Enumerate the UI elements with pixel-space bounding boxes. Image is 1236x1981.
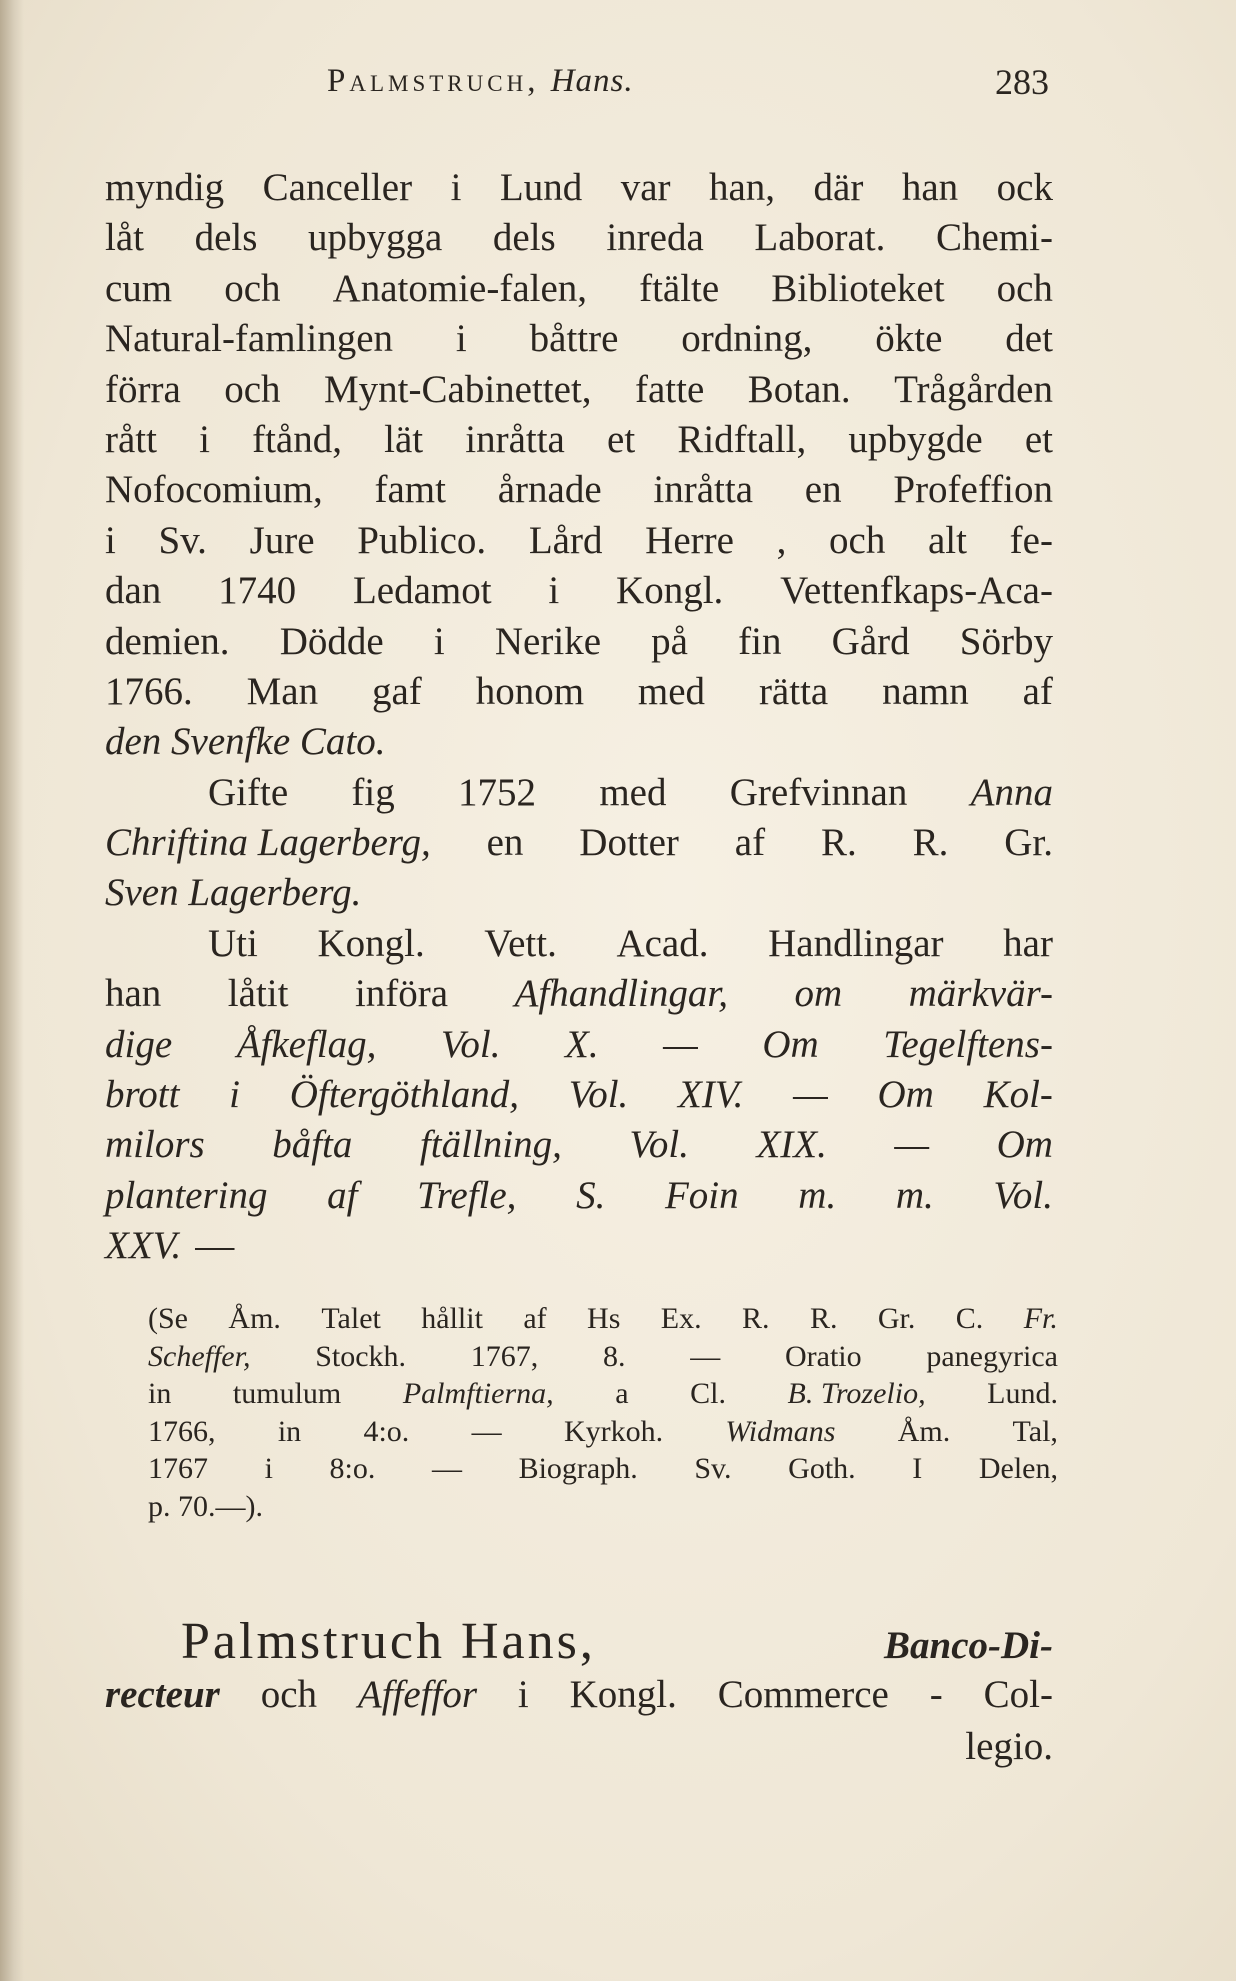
word: Kongl. <box>616 569 724 613</box>
word: Mynt-Cabinettet, <box>324 367 592 411</box>
word: där <box>813 166 864 209</box>
word: — <box>690 1339 721 1373</box>
word: Tegelftens- <box>883 1022 1053 1066</box>
running-head-given: Hans. <box>550 63 634 99</box>
word: Stockh. <box>315 1339 407 1373</box>
word: Kyrkoh. <box>563 1414 664 1448</box>
word: Dotter <box>579 821 679 865</box>
word: Handlingar <box>768 921 944 965</box>
word: ftälte <box>639 266 720 310</box>
word: in <box>148 1377 172 1410</box>
word: Palmftierna, <box>402 1377 554 1410</box>
word: en <box>804 468 842 512</box>
word: Lund. <box>987 1377 1058 1410</box>
word: Vett. <box>484 921 557 965</box>
word: Vol. <box>993 1173 1053 1217</box>
word: — <box>793 1073 828 1117</box>
text-line <box>105 1120 1053 1170</box>
word: i <box>199 417 210 461</box>
word: m. <box>895 1173 934 1217</box>
word: alt <box>928 518 967 562</box>
word: 8:o. <box>329 1452 376 1485</box>
word: — <box>663 1022 698 1066</box>
word: demien. <box>105 619 230 663</box>
entry-title: Banco-Di- <box>884 1624 1053 1667</box>
word: Lund <box>499 166 583 209</box>
word: namn <box>882 669 969 713</box>
word: 1752 <box>458 770 537 814</box>
word: med <box>637 669 706 713</box>
word: fin <box>738 619 782 663</box>
word: rectеur <box>105 1673 220 1716</box>
word: var <box>620 166 671 209</box>
text-line <box>105 717 1053 767</box>
word: Om <box>877 1073 934 1117</box>
word: fe- <box>1009 518 1053 562</box>
word: på <box>651 619 688 663</box>
word: 1766, <box>148 1414 216 1448</box>
word: hållit <box>421 1302 483 1335</box>
text-line <box>105 314 1053 364</box>
word: Hs <box>587 1302 621 1335</box>
text-line <box>105 969 1053 1019</box>
word: Vettenfkaps-Aca- <box>780 569 1053 613</box>
word: Natural-famlingen <box>105 317 394 361</box>
word: Cl. <box>690 1377 726 1410</box>
word: a <box>615 1377 629 1410</box>
word: — <box>894 1123 930 1167</box>
word: Afhandlingar, <box>514 972 728 1016</box>
word: Anna <box>970 770 1053 814</box>
word: B. Trozelio, <box>787 1377 926 1410</box>
word: Dödde <box>279 619 384 663</box>
text-line <box>105 768 1053 818</box>
text-line <box>105 566 1053 616</box>
word: tumulum <box>232 1377 342 1410</box>
word: Anatomie-falen, <box>332 266 588 310</box>
word: ftällning, <box>419 1123 562 1167</box>
word: låtit <box>227 972 289 1016</box>
word: har <box>1003 921 1053 965</box>
word: och <box>829 518 886 562</box>
text-line <box>105 1171 1053 1221</box>
word: i <box>433 619 445 663</box>
word: Trågården <box>894 367 1053 411</box>
word: i <box>450 166 462 209</box>
word: inreda <box>606 216 704 260</box>
word: plantering <box>105 1173 268 1217</box>
word: Scheffer, <box>148 1339 251 1373</box>
word: Man <box>246 669 319 713</box>
word: Publico. <box>357 518 487 562</box>
word: et <box>607 417 636 461</box>
word: i <box>105 518 116 562</box>
note-line <box>148 1488 1058 1526</box>
word: Åfkeflag, <box>236 1022 377 1066</box>
italic-phrase: den Svenfke Cato. <box>105 720 386 764</box>
word: förra <box>105 367 181 411</box>
word: Foin <box>664 1173 739 1217</box>
text-line <box>105 1020 1053 1070</box>
main-text <box>105 163 1053 1272</box>
word: rått <box>105 417 157 461</box>
word: ordning, <box>681 317 813 361</box>
word: R. <box>742 1302 770 1335</box>
word: Goth. <box>788 1452 856 1485</box>
word: i <box>548 569 560 613</box>
text-line <box>105 1070 1053 1120</box>
word: Sv. <box>694 1452 732 1485</box>
note-line <box>148 1300 1058 1338</box>
word: ökte <box>875 317 943 361</box>
italic-phrase: Chriftina Lagerberg, <box>105 821 431 865</box>
word: Nerike <box>494 619 601 663</box>
running-head <box>327 63 634 100</box>
word: och <box>260 1673 317 1716</box>
note-line <box>148 1450 1058 1488</box>
word: af <box>523 1302 547 1335</box>
word: Biblioteket <box>771 266 945 310</box>
word: märkvär- <box>908 972 1053 1016</box>
text-line <box>105 264 1053 314</box>
word: Vol. <box>629 1123 689 1167</box>
text-line <box>105 868 1053 918</box>
running-head-surname: Palmstruch, <box>327 63 540 99</box>
word: Gård <box>831 619 910 663</box>
note-line <box>148 1338 1058 1376</box>
word: inråtta <box>465 417 565 461</box>
word: famt <box>374 468 446 512</box>
word: årnade <box>497 468 602 512</box>
word: Chemi- <box>935 216 1053 260</box>
word: I <box>912 1452 923 1485</box>
word: af <box>327 1173 358 1217</box>
note-line <box>148 1375 1058 1413</box>
word: i <box>517 1673 529 1716</box>
word: Fr. <box>1023 1302 1058 1335</box>
word: Biograph. <box>518 1452 638 1485</box>
word: brott <box>105 1073 180 1117</box>
word: Profeffion <box>893 468 1053 512</box>
word: in <box>277 1414 302 1448</box>
word: Affeffor <box>357 1673 478 1716</box>
word: Acad. <box>616 921 709 965</box>
word: Om <box>762 1022 819 1066</box>
word: han, <box>709 166 776 209</box>
entry-line <box>105 1612 1053 1672</box>
word: Nofocomium, <box>105 468 323 512</box>
word: — <box>431 1452 462 1485</box>
word: dan <box>105 569 162 613</box>
word: fatte <box>635 367 705 411</box>
word: Åm. <box>897 1414 951 1448</box>
word: S. <box>576 1173 606 1217</box>
next-entry <box>105 1612 1053 1776</box>
paragraph-biography <box>105 163 1053 717</box>
word: Vol. <box>568 1073 629 1117</box>
word: ock <box>996 166 1053 209</box>
text-line <box>105 163 1053 213</box>
word: af <box>1022 669 1053 713</box>
source-notes <box>148 1300 1058 1525</box>
word: Laborat. <box>754 216 886 260</box>
word: Ridftall, <box>677 417 807 461</box>
word: Kongl. <box>569 1673 677 1716</box>
word: — <box>471 1414 502 1448</box>
word: och <box>224 367 281 411</box>
word: Talet <box>321 1302 381 1335</box>
word: det <box>1005 317 1053 361</box>
word: R. <box>809 1302 838 1335</box>
text-line <box>105 667 1053 717</box>
word: Ex. <box>660 1302 702 1335</box>
text-line <box>105 213 1053 263</box>
word: legio. <box>965 1725 1053 1768</box>
word: Gifte <box>208 770 289 814</box>
word: myndig <box>105 166 225 209</box>
text-line <box>105 365 1053 415</box>
word: milors <box>105 1123 205 1167</box>
word: panegyrica <box>926 1339 1058 1373</box>
text-line <box>105 919 1053 969</box>
word: Grefvinnan <box>729 770 908 814</box>
word: han <box>901 166 959 209</box>
word: om <box>794 972 843 1016</box>
page-header <box>105 55 1055 115</box>
word: honom <box>475 669 585 713</box>
word: Åm. <box>228 1302 281 1335</box>
word: upbygga <box>308 216 443 260</box>
word: XXV. <box>105 1224 182 1268</box>
word: m. <box>798 1173 837 1217</box>
word: Uti <box>208 921 258 965</box>
word: — <box>195 1224 235 1268</box>
italic-phrase: Sven Lagerberg. <box>105 871 362 915</box>
word: båfta <box>272 1123 353 1167</box>
text-line <box>105 1221 1053 1271</box>
word: 1766. <box>105 669 193 713</box>
word: Botan. <box>747 367 851 411</box>
word: XIX. <box>756 1123 827 1167</box>
word: Delen, <box>978 1452 1058 1485</box>
word: han <box>105 972 162 1016</box>
word: 1767, <box>470 1339 539 1373</box>
word: Kongl. <box>317 921 425 965</box>
word: (Se <box>148 1302 188 1335</box>
word: Oratio <box>784 1339 862 1373</box>
word: C. <box>955 1302 984 1335</box>
word: lät <box>384 417 424 461</box>
entry-heading: Palmstruch Hans, <box>181 1613 596 1670</box>
text-line <box>105 415 1053 465</box>
word: låt <box>105 216 144 260</box>
word: - <box>929 1673 943 1716</box>
word: R. <box>912 821 949 865</box>
word: fig <box>351 770 395 814</box>
word: p. 70.—). <box>148 1489 263 1523</box>
word: Sv. <box>158 518 207 562</box>
word: Widmans <box>725 1414 836 1448</box>
word: Col- <box>983 1673 1053 1716</box>
word: dels <box>194 216 258 260</box>
word: i <box>229 1073 240 1117</box>
word: Jure <box>249 518 315 562</box>
text-line <box>105 818 1053 868</box>
word: Sörby <box>959 619 1053 663</box>
word: ftånd, <box>252 417 342 461</box>
note-line <box>148 1413 1058 1451</box>
word: Kol- <box>983 1073 1053 1117</box>
word: 8. <box>603 1339 626 1373</box>
page-number: 283 <box>995 62 1049 102</box>
word: båttre <box>529 317 619 361</box>
word: Trefle, <box>417 1173 517 1217</box>
word: rätta <box>758 669 829 713</box>
word: Lård <box>528 518 603 562</box>
text-line <box>105 617 1053 667</box>
word: Canceller <box>262 166 413 209</box>
text-line <box>105 465 1053 515</box>
word: af <box>734 821 766 865</box>
word: en <box>486 821 524 865</box>
text-line <box>105 516 1053 566</box>
entry-line <box>105 1672 1053 1724</box>
word: 1767 <box>148 1452 208 1485</box>
word: cum <box>105 266 173 310</box>
word: dels <box>492 216 556 260</box>
word: i <box>455 317 467 361</box>
word: X. <box>565 1022 599 1066</box>
word: införa <box>354 972 449 1016</box>
word: Commerce <box>717 1673 889 1716</box>
word: dige <box>105 1022 173 1066</box>
word: inråtta <box>653 468 754 512</box>
word: 4:o. <box>363 1414 410 1448</box>
word: 1740 <box>218 569 297 613</box>
word: gaf <box>372 669 422 713</box>
word: XIV. <box>678 1073 744 1117</box>
word: R. <box>820 821 857 865</box>
word: upbygde <box>848 417 983 461</box>
word: Gr. <box>877 1302 916 1335</box>
word: Herre <box>645 518 734 562</box>
word: , <box>776 518 787 562</box>
word: Öftergöthland, <box>289 1073 519 1117</box>
word: Om <box>996 1123 1053 1167</box>
word: Tal, <box>1012 1414 1058 1448</box>
word: et <box>1024 417 1053 461</box>
word: och <box>224 266 281 310</box>
word: i <box>264 1452 273 1485</box>
word: och <box>996 266 1053 310</box>
word: Vol. <box>440 1022 501 1066</box>
word: Ledamot <box>352 569 492 613</box>
word: med <box>599 770 667 814</box>
entry-line <box>105 1724 1053 1776</box>
word: Gr. <box>1004 821 1053 865</box>
page-gutter <box>0 0 24 1981</box>
